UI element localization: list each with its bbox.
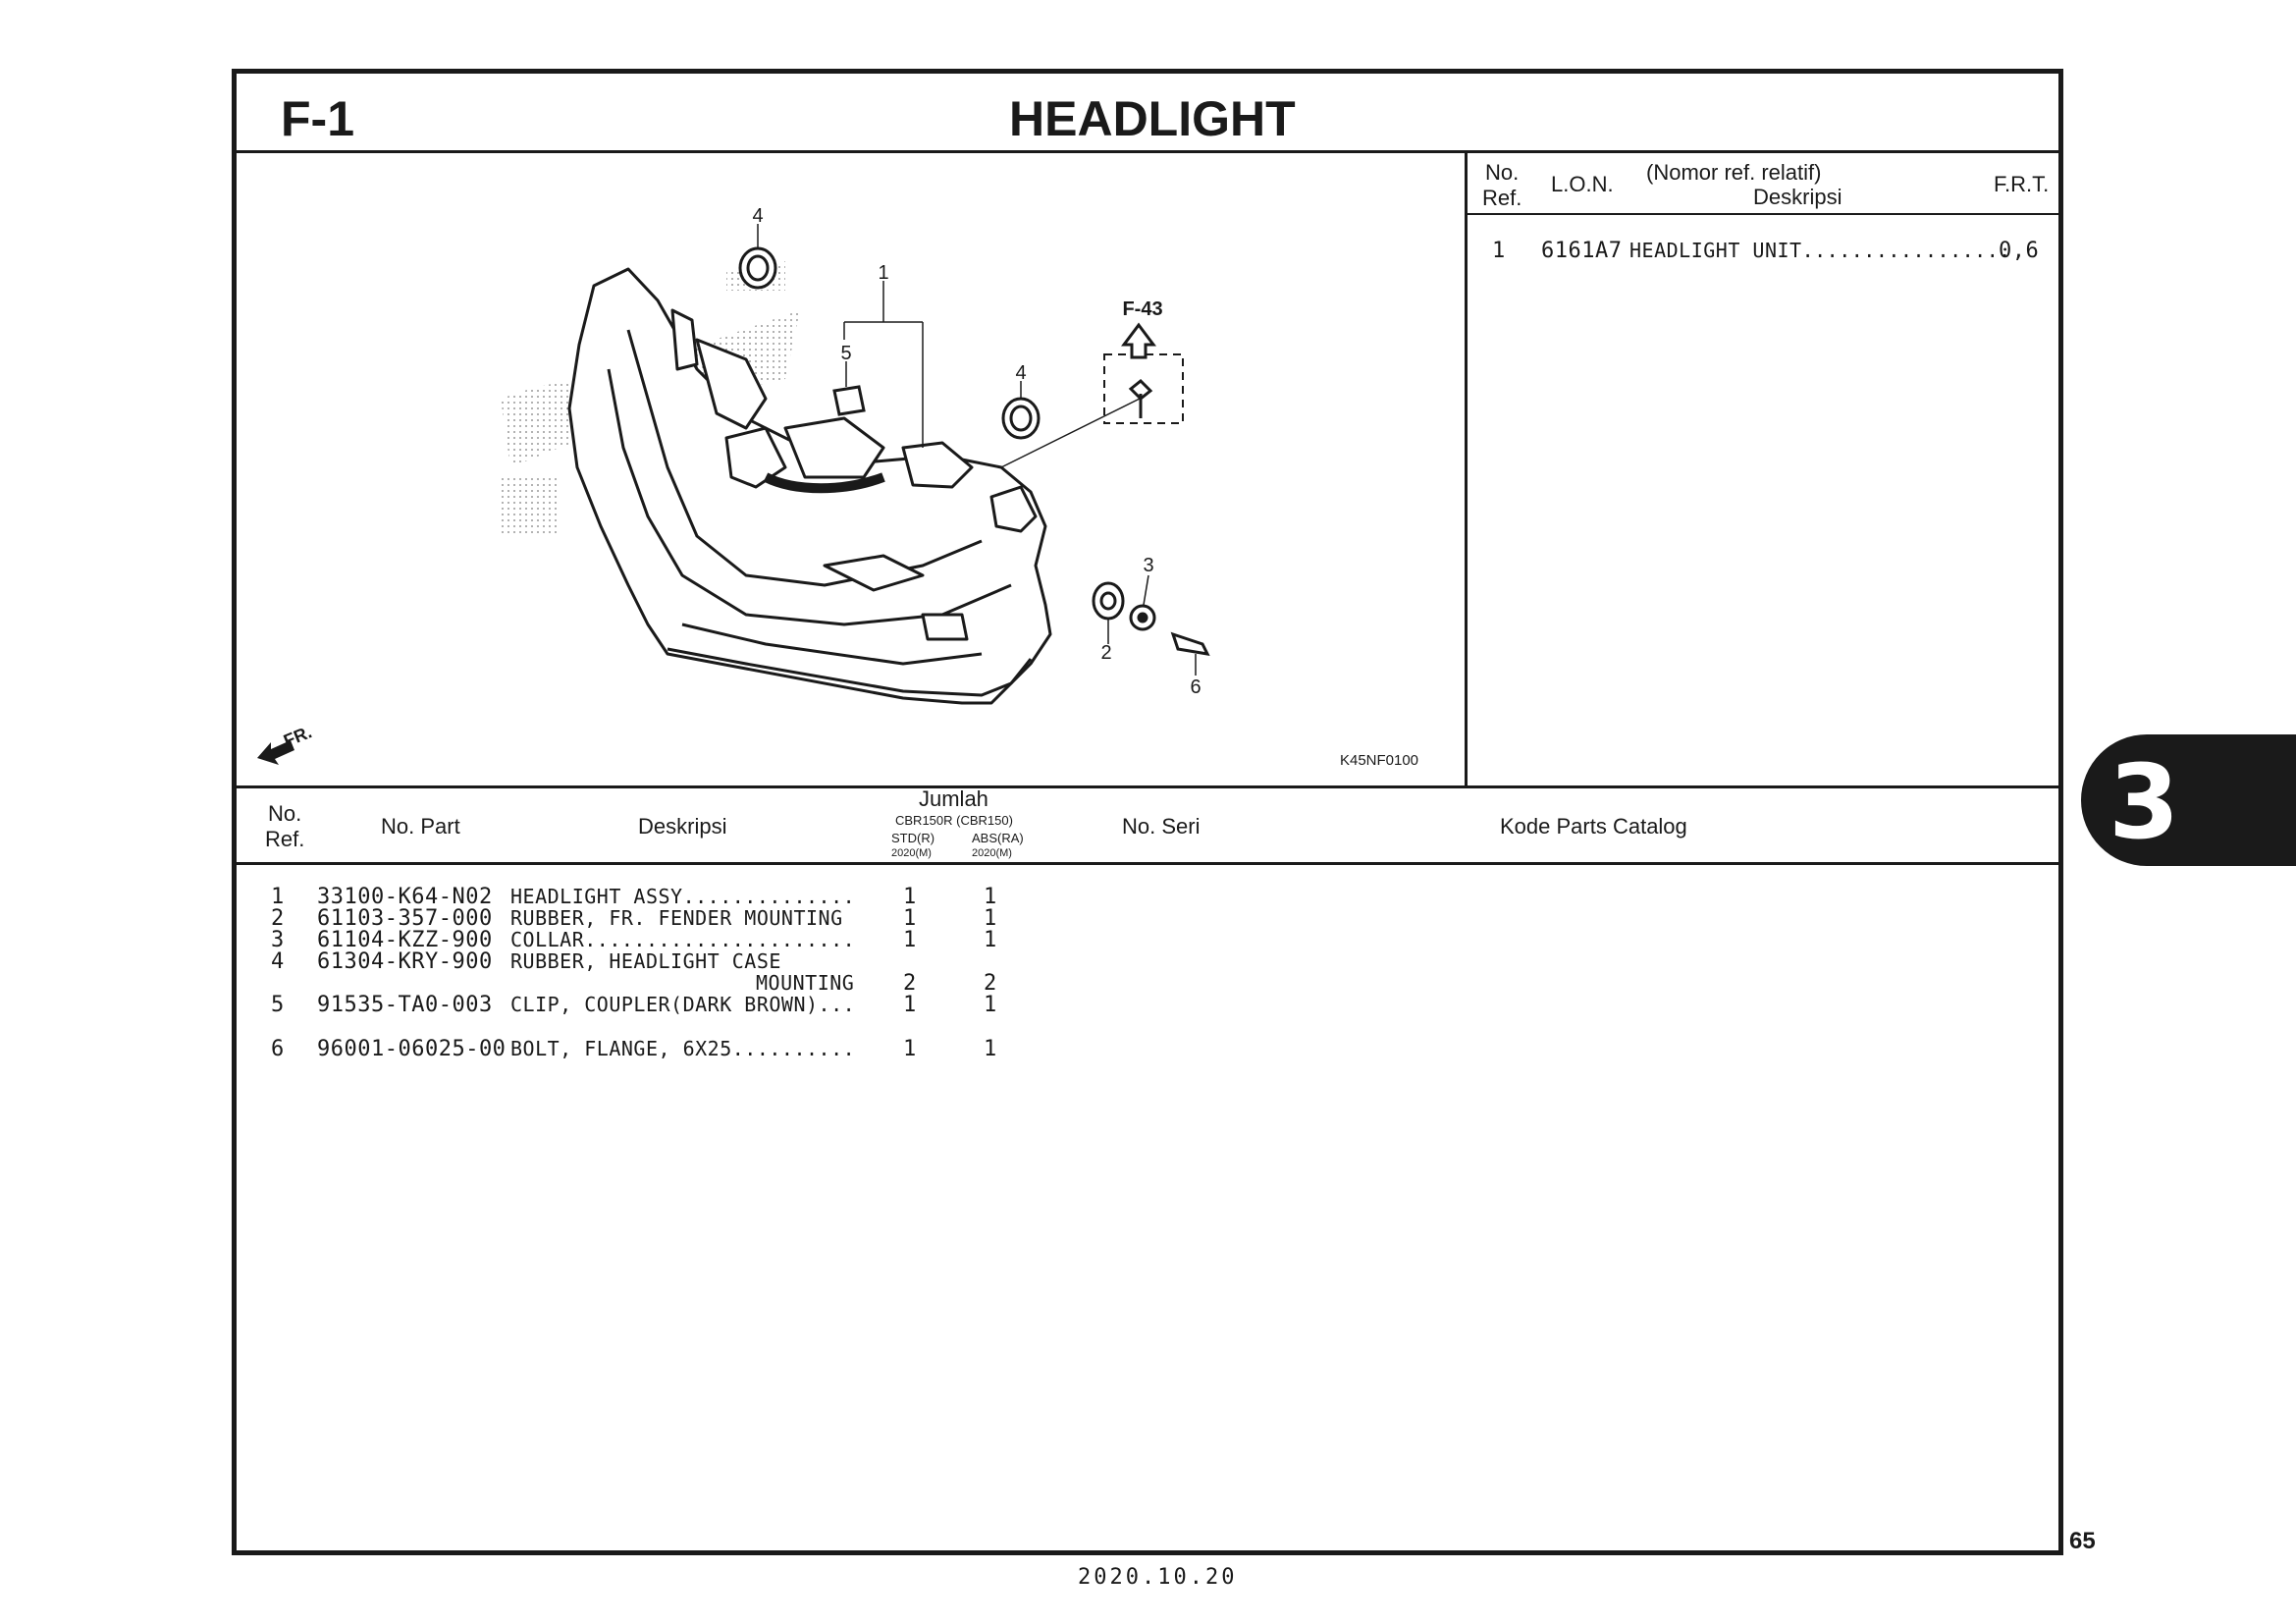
lon-header-divider [1467,213,2059,215]
table-row-abs: 1 [984,885,997,909]
callout-5: 5 [840,343,852,364]
ref-link-label: F-43 [1122,298,1163,320]
table-row-part: 61104-KZZ-900 [317,928,493,952]
callout-4: 4 [752,205,764,227]
screw-drawing [1131,381,1150,418]
callout-1: 1 [878,262,889,284]
parts-header-jumlah: Jumlah [919,786,988,811]
table-row-std: 1 [903,1037,917,1061]
page-number: 65 [2069,1528,2096,1554]
parts-header-year-abs: 2020(M) [972,847,1012,859]
ref-arrow-icon [1124,325,1153,357]
table-row-part: 91535-TA0-003 [317,993,493,1017]
parts-header-std: STD(R) [891,831,935,845]
front-direction-icon [257,722,314,765]
parts-header-divider [236,862,2059,865]
lon-cell-lon: 6161A7 [1541,239,1623,263]
parts-header-models: CBR150R (CBR150) [895,813,1013,828]
diagram-divider [1465,152,1468,785]
parts-header-no-ref: No. Ref. [265,801,305,851]
parts-header-deskripsi: Deskripsi [638,814,727,839]
headlight-exploded-diagram [236,153,1463,784]
parts-header-kode: Kode Parts Catalog [1500,814,1687,839]
page-title: HEADLIGHT [1009,91,1296,146]
table-row-abs: 1 [984,906,997,931]
callout-4: 4 [1015,362,1027,384]
table-row-part: 61304-KRY-900 [317,949,493,974]
headlight-unit-drawing [569,269,1050,703]
table-row-part: 96001-06025-00 [317,1037,507,1061]
lon-header-desc: Deskripsi [1753,185,1842,209]
table-row-no: 3 [271,928,285,952]
table-row-no: 4 [271,949,285,974]
table-row-desc: CLIP, COUPLER(DARK BROWN)... [510,993,856,1016]
table-row-std: 1 [903,928,917,952]
lon-cell-frt: 0,6 [1999,239,2040,263]
table-row-std: 1 [903,885,917,909]
table-row-part: 33100-K64-N02 [317,885,493,909]
stipple-shading [501,477,560,536]
callout-6: 6 [1190,677,1201,698]
parts-header-year-std: 2020(M) [891,847,932,859]
table-row-no: 5 [271,993,285,1017]
table-row-abs: 1 [984,928,997,952]
parts-header-abs: ABS(RA) [972,831,1024,845]
table-row-abs: 1 [984,993,997,1017]
table-row-desc: COLLAR...................... [510,928,856,951]
table-row-std: 1 [903,906,917,931]
table-row-abs: 1 [984,1037,997,1061]
callout-2: 2 [1100,642,1112,664]
ref-box-dashed [1104,354,1183,423]
table-row-no: 6 [271,1037,285,1061]
table-row-desc: RUBBER, FR. FENDER MOUNTING [510,906,843,930]
section-code: F-1 [281,91,354,146]
table-row-std: 1 [903,993,917,1017]
front-marker-label: FR. [281,722,315,751]
table-row-desc-cont: MOUNTING [756,971,855,995]
table-row-part: 61103-357-000 [317,906,493,931]
chapter-tab-number: 3 [2109,742,2180,862]
table-row-desc: HEADLIGHT ASSY.............. [510,885,856,908]
diagram-image-code: K45NF0100 [1339,752,1419,769]
table-row-abs: 2 [984,971,997,996]
lon-header-no-ref: No. Ref. [1482,160,1522,210]
table-row-no: 1 [271,885,285,909]
diagram-bottom-divider [236,785,2059,788]
table-row-desc: RUBBER, HEADLIGHT CASE [510,949,781,973]
table-row-std: 2 [903,971,917,996]
table-row-desc: BOLT, FLANGE, 6X25.......... [510,1037,856,1060]
lon-cell-no: 1 [1492,239,1506,263]
lon-header-frt: F.R.T. [1994,172,2050,196]
callout-3: 3 [1143,555,1154,576]
lon-cell-desc: HEADLIGHT UNIT................. [1629,239,2011,262]
footer-date: 2020.10.20 [1078,1565,1238,1590]
parts-header-no-part: No. Part [381,814,460,839]
chapter-tab[interactable] [2081,734,2296,866]
lon-header-desc-top: (Nomor ref. relatif) [1646,160,1822,185]
lon-header-lon: L.O.N. [1551,172,1614,196]
parts-header-no-seri: No. Seri [1122,814,1201,839]
table-row-no: 2 [271,906,285,931]
